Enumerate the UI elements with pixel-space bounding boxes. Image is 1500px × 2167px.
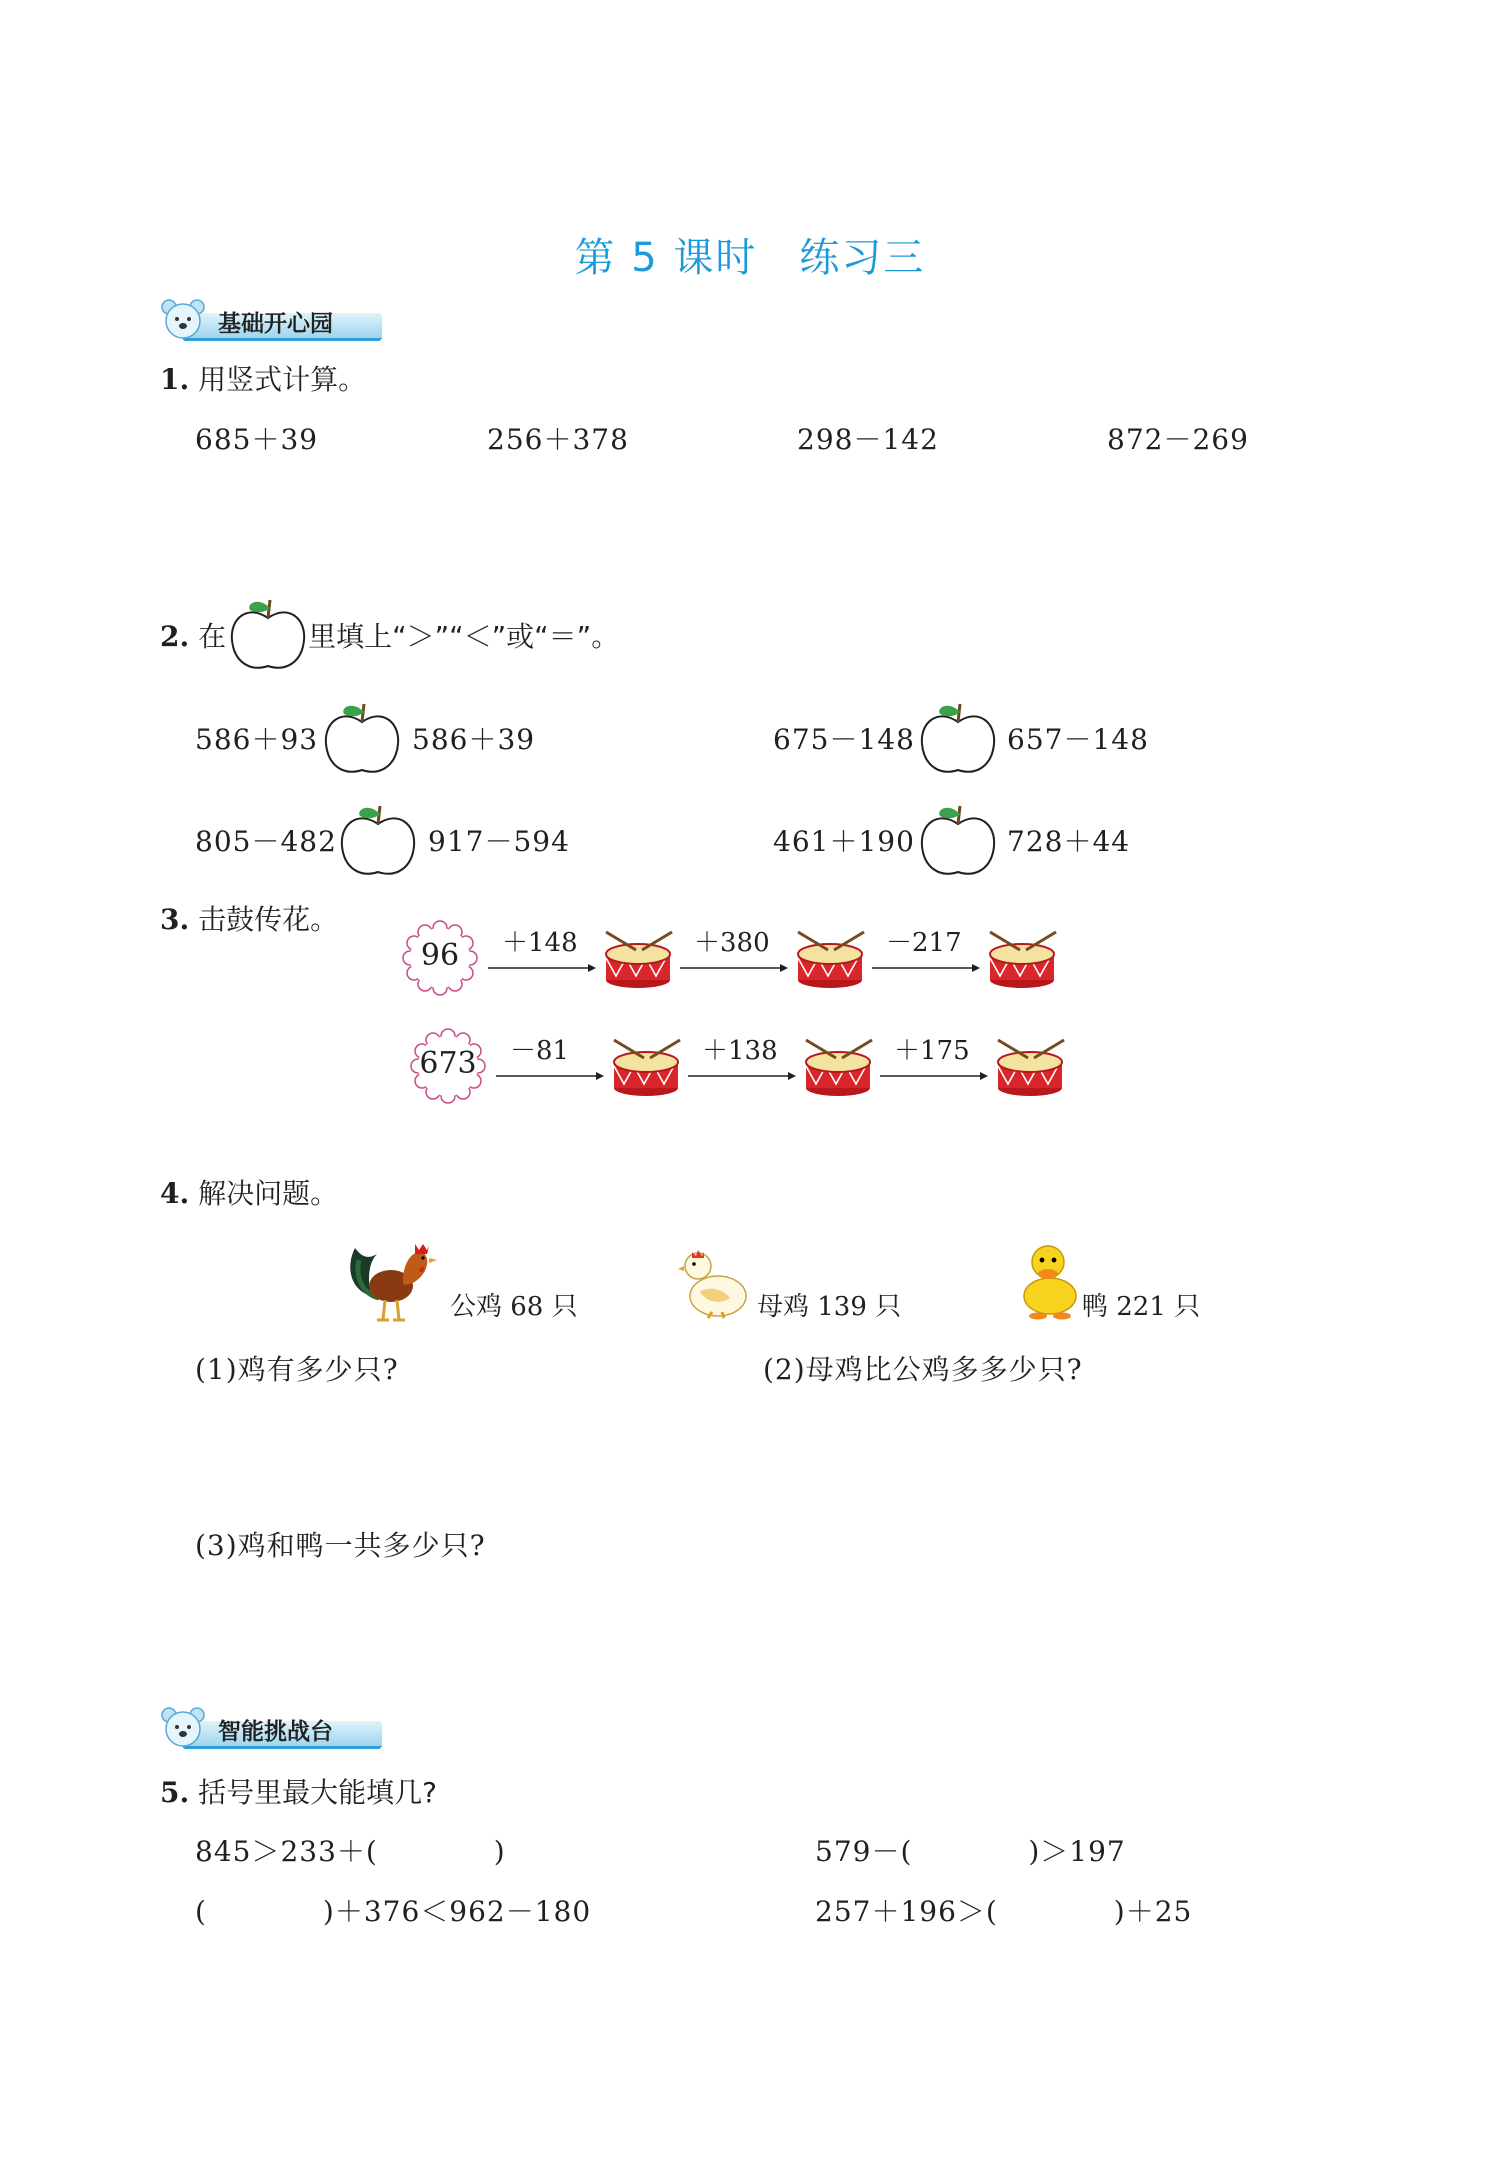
compare-left: 461＋190 [773,825,915,858]
compare-left: 675－148 [773,723,915,756]
fill-item[interactable]: 845＞233＋( ) [195,1835,506,1868]
question-2: 2. 在 里填上“＞”“＜”或“＝”。 [160,620,620,653]
chain-start-number: 96 [420,938,460,973]
section-title: 基础开心园 [218,311,333,337]
operation-label: ＋138 [702,1036,778,1066]
arrow-icon [872,962,982,974]
calc-item: 685＋39 [195,423,319,456]
compare-right: 586＋39 [412,723,536,756]
question-3: 3. 击鼓传花。 [160,903,339,936]
arrow-icon [488,962,598,974]
operation-label: －81 [510,1036,570,1066]
apple-icon[interactable] [338,802,418,880]
duck-icon [1018,1240,1080,1320]
sub-question-3: (3)鸡和鸭一共多少只? [195,1529,486,1562]
operation-label: ＋380 [694,928,770,958]
compare-right: 728＋44 [1007,825,1131,858]
chain-start-number: 673 [419,1046,477,1081]
arrow-icon [680,962,790,974]
drum-icon[interactable] [602,928,678,992]
animal-label-hen: 母鸡 139 只 [757,1292,902,1322]
operation-label: －217 [886,928,962,958]
drum-icon[interactable] [986,928,1062,992]
bear-icon [160,296,206,342]
animal-label-rooster: 公鸡 68 只 [450,1292,578,1322]
compare-left: 586＋93 [195,723,319,756]
fill-item[interactable]: 257＋196＞( )＋25 [815,1895,1193,1928]
question-4: 4. 解决问题。 [160,1177,339,1210]
compare-right: 657－148 [1007,723,1149,756]
drum-icon[interactable] [802,1036,878,1100]
drum-icon[interactable] [610,1036,686,1100]
operation-label: ＋148 [502,928,578,958]
calc-item: 256＋378 [487,423,629,456]
section-badge-basic [160,296,390,342]
operation-label: ＋175 [894,1036,970,1066]
apple-icon[interactable] [918,700,998,778]
arrow-icon [880,1070,990,1082]
compare-right: 917－594 [428,825,570,858]
page-title: 第 5 课时 练习三 [574,235,926,281]
calc-item: 872－269 [1107,423,1249,456]
apple-icon[interactable] [918,802,998,880]
compare-left: 805－482 [195,825,337,858]
sub-question-1: (1)鸡有多少只? [195,1353,399,1386]
hen-icon [678,1242,750,1322]
question-5: 5. 括号里最大能填几? [160,1776,438,1809]
bear-icon [160,1704,206,1750]
animal-label-duck: 鸭 221 只 [1082,1292,1201,1322]
section-title: 智能挑战台 [218,1719,333,1745]
fill-item[interactable]: 579－( )＞197 [815,1835,1126,1868]
question-text: 用竖式计算。 [198,363,367,396]
section-badge-challenge [160,1704,390,1750]
arrow-icon [688,1070,798,1082]
rooster-icon [345,1238,441,1324]
question-1: 1. 用竖式计算。 [160,363,367,396]
apple-icon [228,596,308,674]
arrow-icon [496,1070,606,1082]
fill-item[interactable]: ( )＋376＜962－180 [195,1895,592,1928]
drum-icon[interactable] [994,1036,1070,1100]
drum-icon[interactable] [794,928,870,992]
apple-icon[interactable] [322,700,402,778]
sub-question-2: (2)母鸡比公鸡多多少只? [763,1353,1083,1386]
calc-item: 298－142 [797,423,939,456]
